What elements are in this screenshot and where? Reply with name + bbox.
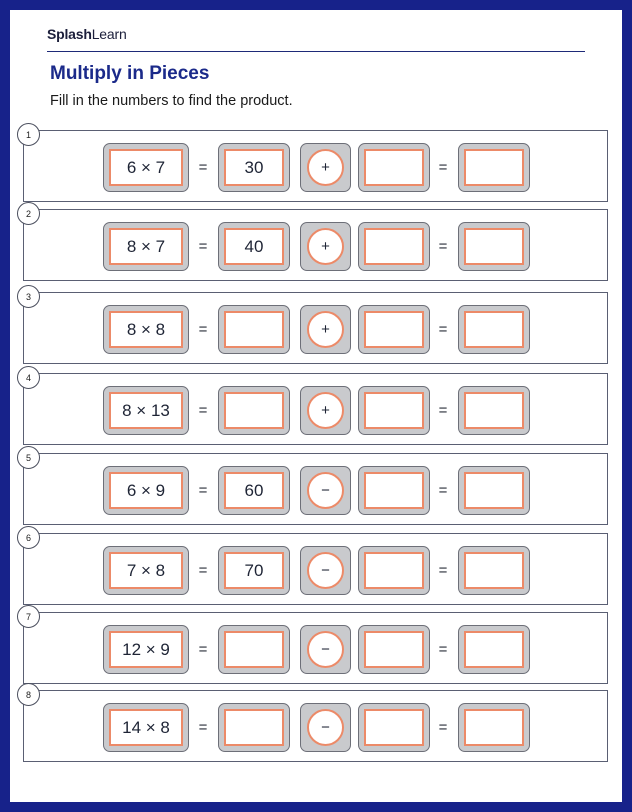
second-product-field[interactable] (364, 552, 424, 589)
equals-sign: = (198, 562, 208, 579)
second-product-box[interactable] (358, 546, 430, 595)
operator-sign: + (307, 311, 344, 348)
worksheet-title: Multiply in Pieces (50, 63, 210, 84)
partial-product-field[interactable]: 60 (224, 472, 284, 509)
operator-box (300, 305, 351, 354)
expression-text: 6 × 9 (109, 472, 183, 509)
expression-box (103, 703, 189, 752)
problem-number: 2 (17, 202, 40, 225)
equals-sign: = (198, 402, 208, 419)
problem-row (23, 209, 608, 281)
operator-box (300, 143, 351, 192)
second-product-box[interactable] (358, 305, 430, 354)
problem-number: 6 (17, 526, 40, 549)
second-product-box[interactable] (358, 703, 430, 752)
expression-text: 12 × 9 (109, 631, 183, 668)
operator-sign: − (307, 631, 344, 668)
expression-text: 8 × 8 (109, 311, 183, 348)
problem-number: 4 (17, 366, 40, 389)
answer-box[interactable] (458, 305, 530, 354)
second-product-field[interactable] (364, 472, 424, 509)
second-product-box[interactable] (358, 466, 430, 515)
answer-box[interactable] (458, 386, 530, 435)
second-product-field[interactable] (364, 311, 424, 348)
partial-product-box[interactable] (218, 222, 290, 271)
second-product-box[interactable] (358, 143, 430, 192)
equals-sign: = (198, 159, 208, 176)
expression-text: 6 × 7 (109, 149, 183, 186)
answer-field[interactable] (464, 552, 524, 589)
partial-product-field[interactable]: 70 (224, 552, 284, 589)
equals-sign: = (198, 482, 208, 499)
equals-sign: = (198, 321, 208, 338)
equals-sign: = (438, 641, 448, 658)
equals-sign: = (438, 321, 448, 338)
answer-field[interactable] (464, 392, 524, 429)
operator-sign: − (307, 709, 344, 746)
partial-product-field[interactable] (224, 392, 284, 429)
problem-row (23, 453, 608, 525)
partial-product-box[interactable] (218, 386, 290, 435)
partial-product-field[interactable]: 40 (224, 228, 284, 265)
expression-box (103, 625, 189, 674)
problem-row (23, 130, 608, 202)
expression-box (103, 305, 189, 354)
answer-box[interactable] (458, 222, 530, 271)
operator-sign: + (307, 149, 344, 186)
partial-product-box[interactable] (218, 466, 290, 515)
second-product-field[interactable] (364, 149, 424, 186)
equals-sign: = (438, 482, 448, 499)
answer-box[interactable] (458, 143, 530, 192)
partial-product-field[interactable] (224, 311, 284, 348)
problem-number: 3 (17, 285, 40, 308)
answer-box[interactable] (458, 703, 530, 752)
header-divider (47, 51, 585, 52)
brand-logo-regular: Learn (91, 26, 127, 42)
equals-sign: = (438, 238, 448, 255)
answer-box[interactable] (458, 466, 530, 515)
equals-sign: = (198, 641, 208, 658)
answer-field[interactable] (464, 472, 524, 509)
operator-sign: − (307, 552, 344, 589)
equals-sign: = (438, 159, 448, 176)
second-product-box[interactable] (358, 222, 430, 271)
second-product-field[interactable] (364, 392, 424, 429)
expression-box (103, 466, 189, 515)
operator-sign: + (307, 228, 344, 265)
problem-number: 1 (17, 123, 40, 146)
answer-field[interactable] (464, 709, 524, 746)
operator-box (300, 386, 351, 435)
second-product-field[interactable] (364, 228, 424, 265)
operator-sign: + (307, 392, 344, 429)
second-product-field[interactable] (364, 709, 424, 746)
expression-text: 14 × 8 (109, 709, 183, 746)
partial-product-box[interactable] (218, 143, 290, 192)
problem-number: 5 (17, 446, 40, 469)
operator-box (300, 546, 351, 595)
partial-product-field[interactable] (224, 631, 284, 668)
brand-logo-bold: Splash (47, 26, 92, 42)
answer-field[interactable] (464, 149, 524, 186)
equals-sign: = (438, 719, 448, 736)
expression-text: 8 × 13 (109, 392, 183, 429)
expression-box (103, 222, 189, 271)
partial-product-field[interactable] (224, 709, 284, 746)
second-product-field[interactable] (364, 631, 424, 668)
problem-row (23, 292, 608, 364)
second-product-box[interactable] (358, 386, 430, 435)
problem-number: 7 (17, 605, 40, 628)
operator-box (300, 625, 351, 674)
brand-logo (47, 26, 127, 42)
expression-box (103, 143, 189, 192)
problem-number: 8 (17, 683, 40, 706)
partial-product-field[interactable]: 30 (224, 149, 284, 186)
equals-sign: = (198, 719, 208, 736)
answer-field[interactable] (464, 631, 524, 668)
operator-box (300, 703, 351, 752)
problem-row (23, 373, 608, 445)
answer-field[interactable] (464, 228, 524, 265)
operator-sign: − (307, 472, 344, 509)
equals-sign: = (438, 562, 448, 579)
equals-sign: = (438, 402, 448, 419)
second-product-box[interactable] (358, 625, 430, 674)
equals-sign: = (198, 238, 208, 255)
problem-row (23, 690, 608, 762)
expression-box (103, 546, 189, 595)
partial-product-box[interactable] (218, 305, 290, 354)
problem-row (23, 533, 608, 605)
partial-product-box[interactable] (218, 703, 290, 752)
operator-box (300, 222, 351, 271)
expression-text: 8 × 7 (109, 228, 183, 265)
partial-product-box[interactable] (218, 546, 290, 595)
expression-box (103, 386, 189, 435)
worksheet-page (10, 10, 622, 802)
answer-box[interactable] (458, 546, 530, 595)
answer-box[interactable] (458, 625, 530, 674)
partial-product-box[interactable] (218, 625, 290, 674)
worksheet-instructions: Fill in the numbers to find the product. (50, 93, 293, 109)
problem-row (23, 612, 608, 684)
expression-text: 7 × 8 (109, 552, 183, 589)
answer-field[interactable] (464, 311, 524, 348)
operator-box (300, 466, 351, 515)
